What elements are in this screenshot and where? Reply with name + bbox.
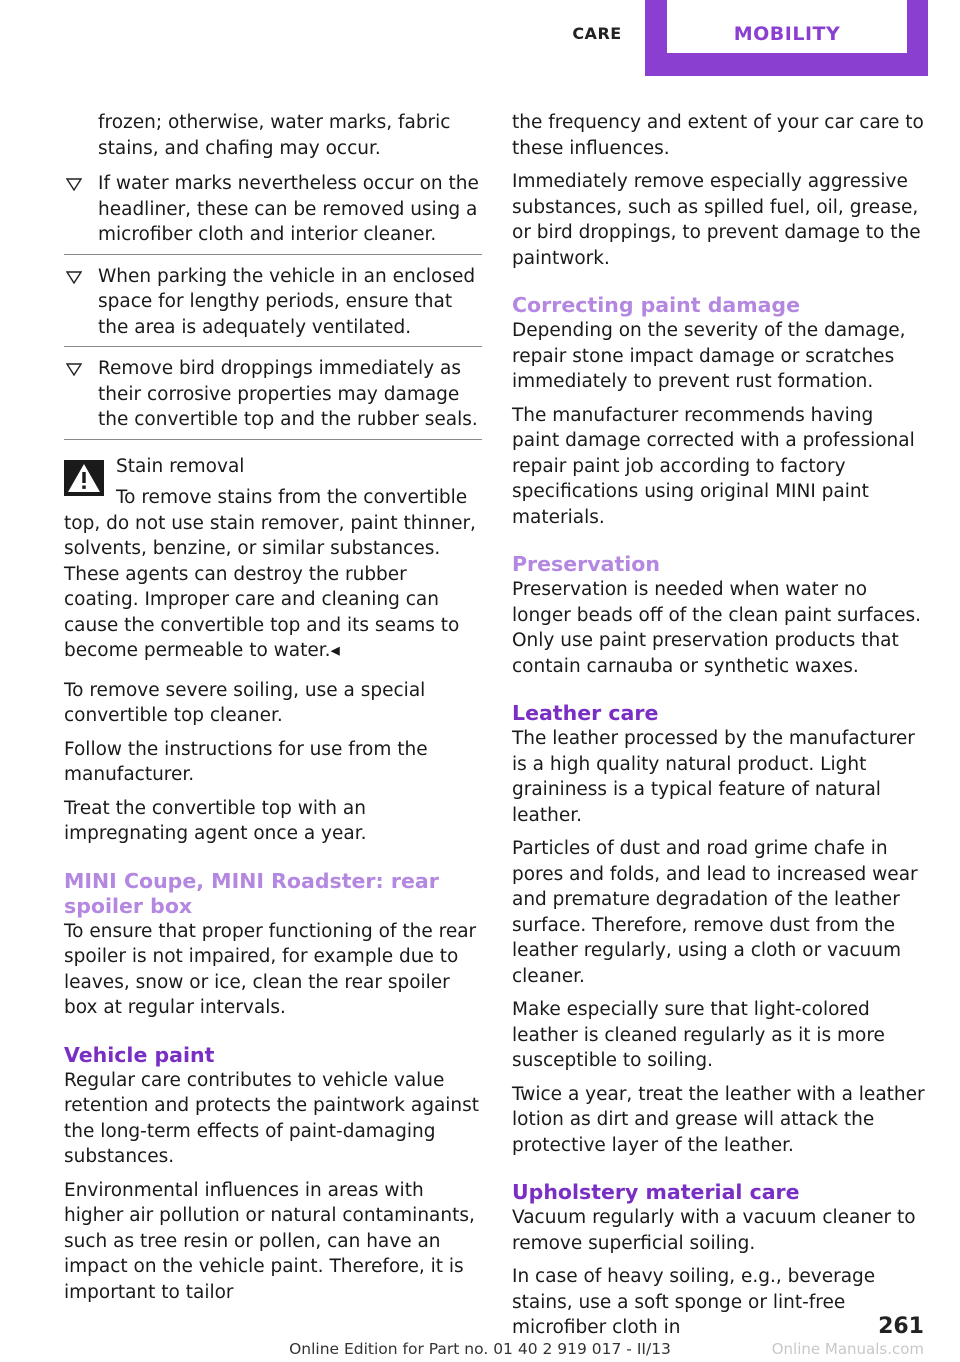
paragraph: Regular care contributes to vehicle value retention and protects the paintwork against the long-term effects of paint-damaging substances. [64,1069,480,1167]
list-item-text: When parking the vehicle in an enclosed space for lengthy periods, ensure that the area is adequately ventilated. [98,265,476,338]
paragraph: The leather processed by the manufacturer is a high quality natural product. Light graininess is a typical feature of natural leather. [512,728,915,826]
list-item-text: If water marks nevertheless occur on the headliner, these can be removed using a microfiber cloth and interior cleaner. [98,173,479,245]
heading-preservation: Preservation [512,552,660,576]
paragraph: Make especially sure that light-colored leather is cleaned regularly as it is more susceptible to soiling. [512,999,885,1071]
paragraph: Immediately remove especially aggressive substances, such as spilled fuel, oil, grease, or bird droppings, to prevent damage to the paintwork. [512,171,921,269]
paragraph: Depending on the severity of the damage, repair stone impact damage or scratches immediately to prevent rust formation. [512,320,906,392]
heading-leather-care: Leather care [512,701,659,725]
paragraph: To remove severe soiling, use a special convertible top cleaner. [64,679,426,726]
paragraph: In case of heavy soiling, e.g., beverage stains, use a soft sponge or lint-free microfiber cloth in [512,1266,876,1338]
watermark: Online Manuals.com [771,1340,924,1358]
paragraph: Twice a year, treat the leather with a leather lotion as dirt and grease will attack the protective layer of the leather. [512,1083,925,1156]
continued-text: frozen; otherwise, water marks, fabric stains, and chafing may occur. [98,112,451,159]
paragraph: The manufacturer recommends having paint damage corrected with a professional repair paint job according to factory specifications using original MINI paint materials. [512,404,915,528]
list-item [64,264,482,348]
chapter-tab-label: MOBILITY [667,0,907,53]
chapter-tab[interactable] [645,0,928,76]
warning-icon [64,460,104,496]
warning-text: To remove stains from the convertible top, do not use stain remover, paint thinner, solvents, benzine, or similar substances. These agents can destroy the rubber coating. Improper care and cleaning can cause the convertible top and its seams to become permeable to water.◂ [64,487,476,661]
warning-title: Stain removal [116,455,245,477]
heading-vehicle-paint: Vehicle paint [64,1042,215,1067]
bullet-arrow-icon [66,271,82,284]
paragraph: the frequency and extent of your car care to these influences. [512,112,924,159]
paragraph: Vacuum regularly with a vacuum cleaner to remove superficial soiling. [512,1207,916,1254]
list-item [64,171,482,255]
paragraph: Environmental influences in areas with higher air pollution or natural contaminants, such as tree resin or pollen, can have an impact on the vehicle paint. Therefore, it is important to tailor [64,1179,475,1303]
paragraph: Treat the convertible top with an impregnating agent once a year. [64,797,367,844]
right-column [512,110,926,1349]
heading-correcting-paint: Correcting paint damage [512,293,800,317]
heading-rear-spoiler: MINI Coupe, MINI Roadster: rear spoiler box [64,868,439,918]
list-item-text: Remove bird droppings immediately as their corrosive properties may damage the convertible top and the rubber seals. [98,358,478,430]
bullet-arrow-icon [66,178,82,191]
warning-box [64,454,482,664]
heading-upholstery: Upholstery material care [512,1180,800,1204]
paragraph: Follow the instructions for use from the manufacturer. [64,738,428,785]
left-column [64,110,482,1313]
bullet-arrow-icon [66,363,82,376]
paragraph: Preservation is needed when water no longer beads off of the clean paint surfaces. Only use paint preservation products that contain carnauba or synthetic waxes. [512,579,922,677]
page-number: 261 [878,1314,924,1339]
paragraph: To ensure that proper functioning of the rear spoiler is not impaired, for example due to leaves, snow or ice, clean the rear spoiler box at regular intervals. [64,920,477,1018]
edition-footer: Online Edition for Part no. 01 40 2 919 017 - II/13 [289,1340,671,1358]
list-item [64,356,482,440]
section-label: CARE [572,24,622,43]
paragraph: Particles of dust and road grime chafe in pores and folds, and lead to increased wear and premature degradation of the leather surface. Therefore, remove dust from the leather regularly, using a cloth or vacuum cleaner. [512,838,918,987]
